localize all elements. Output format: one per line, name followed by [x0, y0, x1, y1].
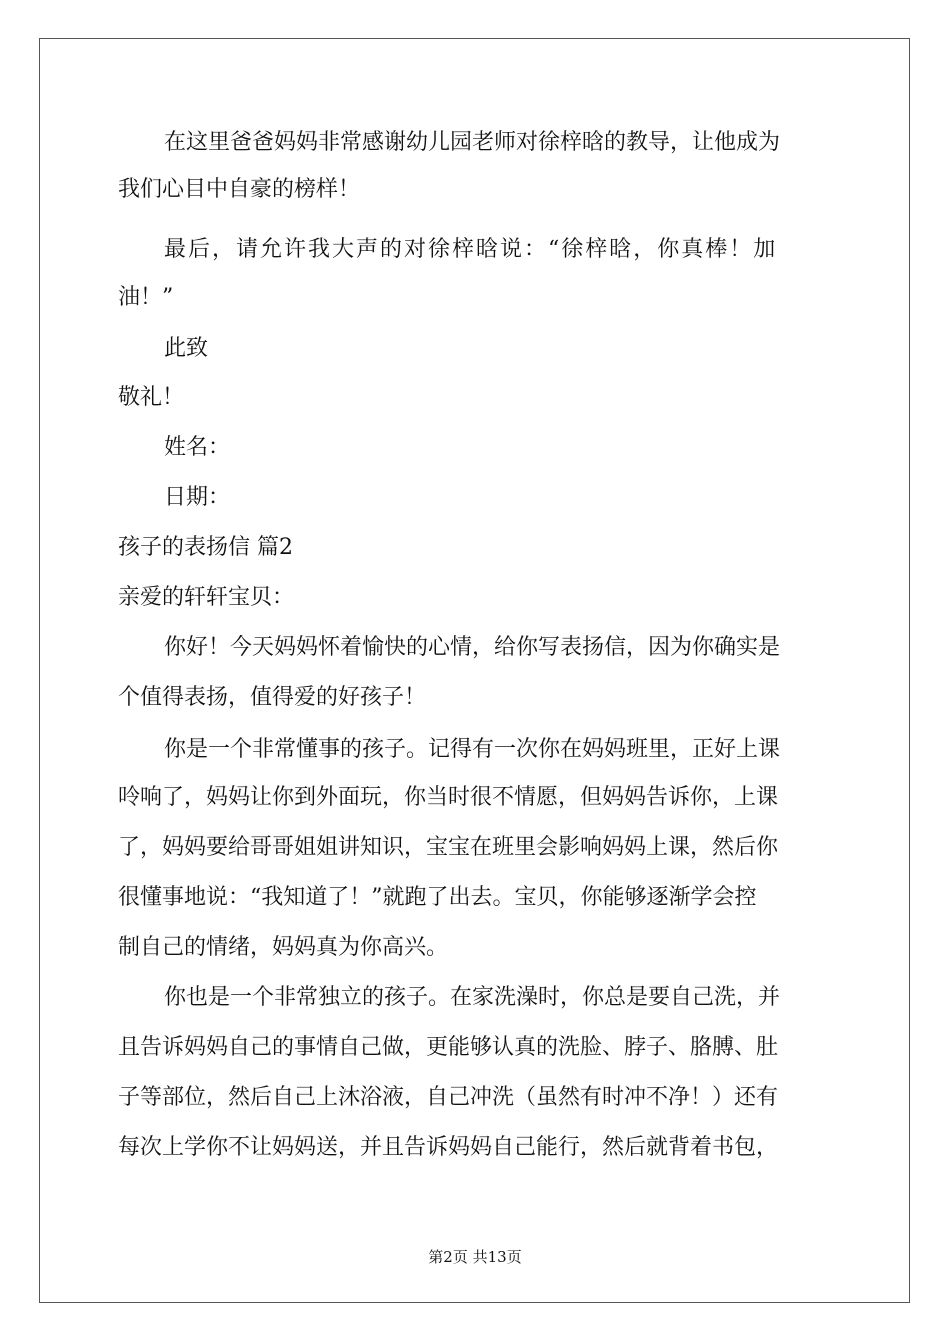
text-line: 我们心目中自豪的榜样！: [118, 177, 361, 202]
text-line: 了，妈妈要给哥哥姐姐讲知识，宝宝在班里会影响妈妈上课，然后你: [118, 835, 779, 860]
text-line: 呤响了，妈妈让你到外面玩，你当时很不情愿，但妈妈告诉你，上课: [118, 785, 779, 810]
section-heading: 孩子的表扬信 篇2: [118, 535, 293, 560]
text-line: 此致: [164, 336, 209, 361]
text-line: 最后，请允许我大声的对徐梓晗说：“徐梓晗，你真棒！加: [164, 237, 778, 262]
text-line: 油！”: [118, 285, 174, 310]
text-line: 你是一个非常懂事的孩子。记得有一次你在妈妈班里，正好上课: [164, 737, 781, 762]
salutation: 亲爱的轩轩宝贝：: [118, 585, 295, 610]
text-line: 制自己的情绪，妈妈真为你高兴。: [118, 935, 449, 960]
text-line: 你也是一个非常独立的孩子。在家洗澡时，你总是要自己洗，并: [164, 985, 781, 1010]
text-line: 敬礼！: [118, 385, 185, 410]
text-line: 子等部位，然后自己上沐浴液，自己冲洗（虽然有时冲不净！）还有: [118, 1085, 779, 1110]
text-line: 姓名：: [164, 435, 231, 460]
page-number: 第2页 共13页: [428, 1248, 522, 1266]
text-line: 在这里爸爸妈妈非常感谢幼儿园老师对徐梓晗的教导，让他成为: [164, 130, 781, 155]
text-line: 每次上学你不让妈妈送，并且告诉妈妈自己能行，然后就背着书包，: [118, 1135, 779, 1160]
page-border: [39, 38, 910, 1303]
text-line: 且告诉妈妈自己的事情自己做，更能够认真的洗脸、脖子、胳膊、肚: [118, 1035, 779, 1060]
text-line: 你好！今天妈妈怀着愉快的心情，给你写表扬信，因为你确实是: [164, 635, 781, 660]
text-line: 日期：: [164, 485, 231, 510]
text-line: 个值得表扬，值得爱的好孩子！: [118, 685, 427, 710]
text-line: 很懂事地说：“我知道了！”就跑了出去。宝贝，你能够逐渐学会控: [118, 885, 757, 910]
